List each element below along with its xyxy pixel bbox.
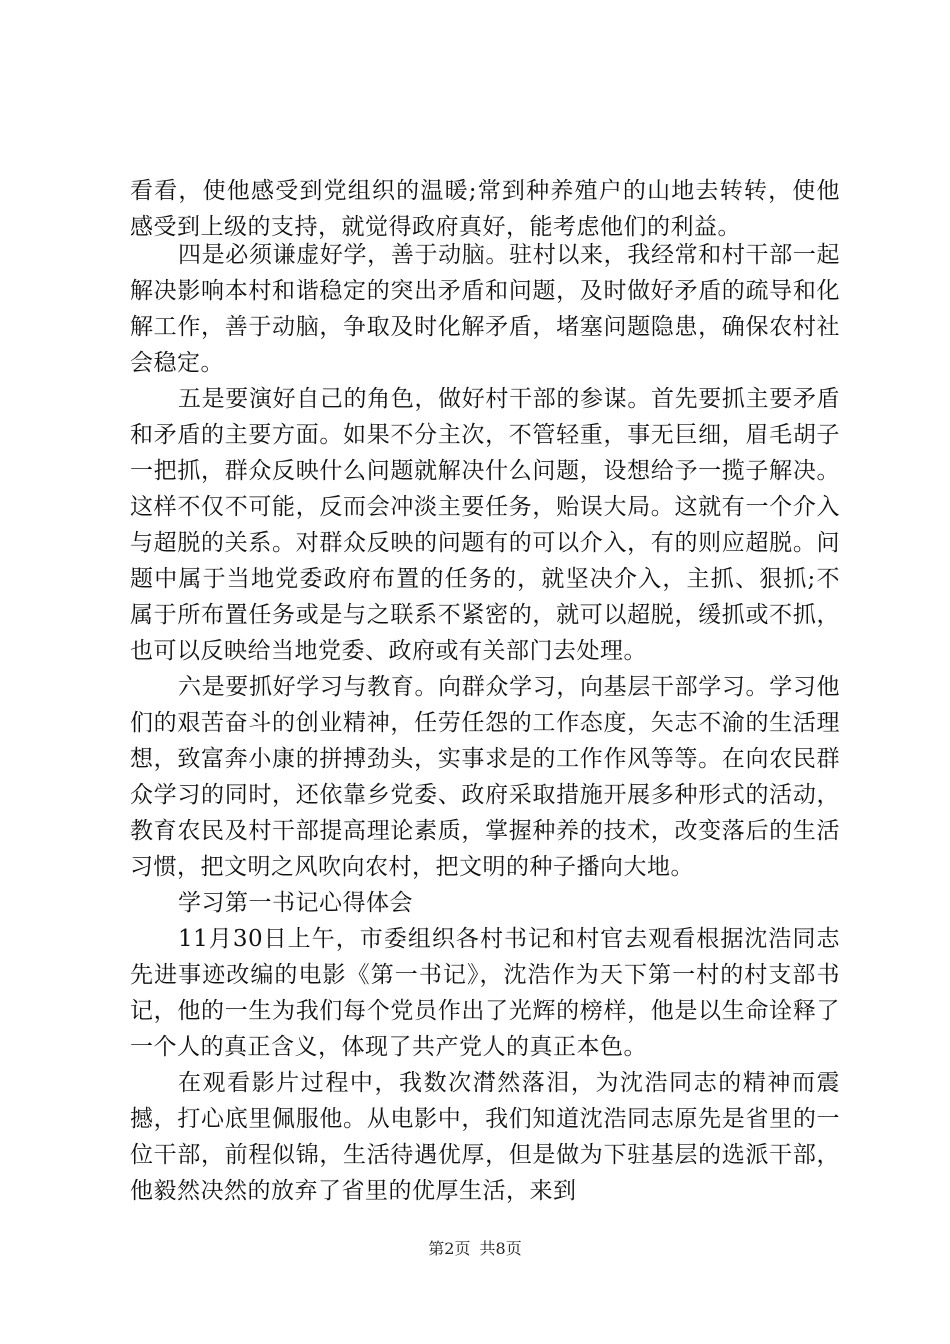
paragraph-point-five: 五是要演好自己的角色，做好村干部的参谋。首先要抓主要矛盾和矛盾的主要方面。如果不分主次，不管轻重，事无巨细，眉毛胡子一把抓，群众反映什么问题就解决什么问题，设想给予一揽子解决。这样不仅不可能，反而会冲淡主要任务，贻误大局。这就有一个介入与超脱的关系。对群众反映的问题有的可以介入，有的则应超脱。问题中属于当地党委政府布置的任务的，就坚决介入，主抓、狠抓;不属于所布置任务或是与之联系不紧密的，就可以超脱，缓抓或不抓，也可以反映给当地党委、政府或有关部门去处理。 <box>130 386 840 664</box>
page-number: 第2页 <box>428 1239 471 1258</box>
paragraph-point-six: 六是要抓好学习与教育。向群众学习，向基层干部学习。学习他们的艰苦奋斗的创业精神，任劳任怨的工作态度，矢志不渝的生活理想，致富奔小康的拼搏劲头，实事求是的工作作风等等。在向农民群众学习的同时，还依靠乡党委、政府采取措施开展多种形式的活动，教育农民及村干部提高理论素质，掌握种养的技术，改变落后的生活习惯，把文明之风吹向农村，把文明的种子播向大地。 <box>130 674 840 880</box>
paragraph-point-four: 四是必须谦虚好学，善于动脑。驻村以来，我经常和村干部一起解决影响本村和谐稳定的突出矛盾和问题，及时做好矛盾的疏导和化解工作，善于动脑，争取及时化解矛盾，堵塞问题隐患，确保农村社会稳定。 <box>130 242 840 376</box>
text-block-top <box>130 173 840 245</box>
page-total: 共8页 <box>479 1239 522 1258</box>
paragraph-continued: 看看，使他感受到党组织的温暖;常到种养殖户的山地去转转，使他感受到上级的支持，就觉得政府真好，能考虑他们的利益。 <box>130 178 840 240</box>
paragraph-movie-intro: 11月30日上午，市委组织各村书记和村官去观看根据沈浩同志先进事迹改编的电影《第一书记》，沈浩作为天下第一村的村支部书记，他的一生为我们每个党员作出了光辉的榜样，他是以生命诠释了一个人的真正含义，体现了共产党人的真正本色。 <box>130 926 840 1060</box>
page-footer <box>0 1238 950 1260</box>
text-block-main <box>130 237 840 1209</box>
paragraph-movie-reflection: 在观看影片过程中，我数次潸然落泪，为沈浩同志的精神而震撼，打心底里佩服他。从电影中，我们知道沈浩同志原先是省里的一位干部，前程似锦，生活待遇优厚，但是做为下驻基层的选派干部，他毅然决然的放弃了省里的优厚生活，来到 <box>130 1070 840 1204</box>
section-heading: 学习第一书记心得体会 <box>178 890 413 916</box>
